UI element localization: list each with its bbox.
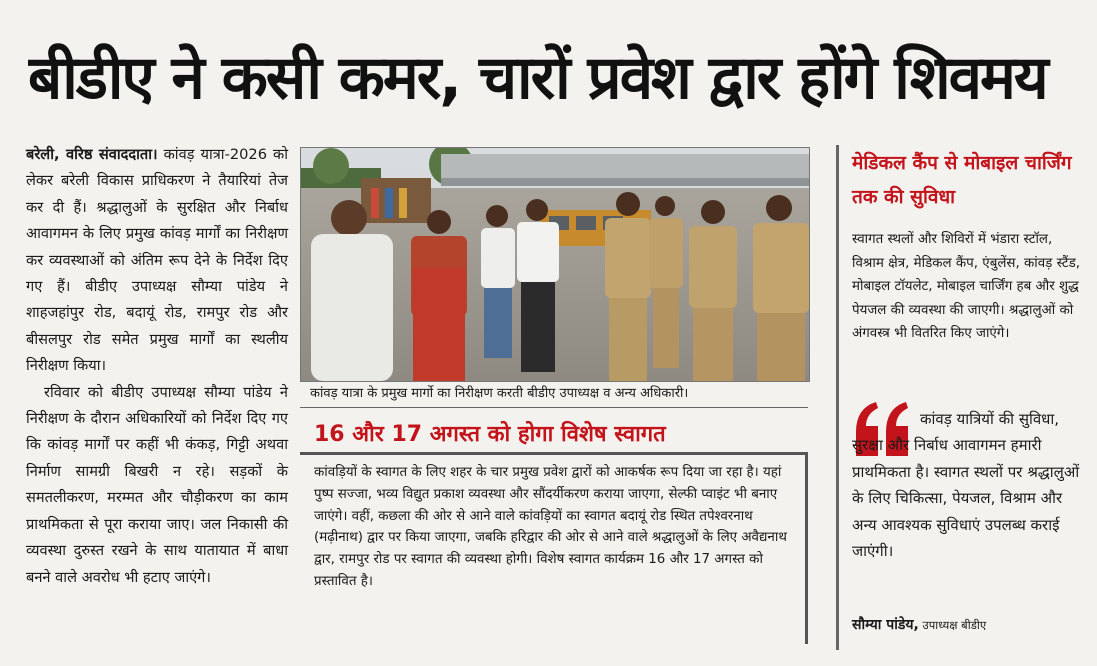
quote-text: कांवड़ यात्रियों की सुविधा, सुरक्षा और निर्बाध आवागमन हमारी प्राथमिकता है। स्वागत स्थलों पर श्रद्धालुओं के लिए चिकित्सा, पेयजल, विश्राम और अन्य आवश्यक सुविधाएं उपलब्ध कराई जाएंगी। <box>852 410 1080 561</box>
attribution-name: सौम्या पांडेय, <box>852 617 919 633</box>
main-story-column <box>26 142 288 591</box>
photo-illustration <box>301 148 809 381</box>
main-story-para2: रविवार को बीडीए उपाध्यक्ष सौम्या पांडेय ने निरीक्षण के दौरान अधिकारियों को निर्देश दिए गए कि कांवड़ मार्गों पर कहीं भी कंकड़, गिट्टी अथवा निर्माण सामग्री बिखरी न रहे। सड़कों के समतलीकरण, मरम्मत और चौड़ीकरण का काम प्राथमिकता से पूरा कराया जाए। जल निकासी की व्यवस्था दुरुस्त रखने के साथ यातायात में बाधा बनने वाले अवरोध भी हटाए जाएंगे। <box>26 383 288 586</box>
headline: बीडीए ने कसी कमर, चारों प्रवेश द्वार होंगे शिवमय <box>28 43 1047 113</box>
quote-attribution <box>852 612 1092 638</box>
column-divider <box>836 145 839 650</box>
news-photo <box>300 147 810 382</box>
photo-caption: कांवड़ यात्रा के प्रमुख मार्गो का निरीक्षण करती बीडीए उपाध्यक्ष व अन्य अधिकारी। <box>300 380 808 408</box>
sidebar-heading: मेडिकल कैंप से मोबाइल चार्जिंग तक की सुविधा <box>852 152 1072 208</box>
dateline: बरेली, वरिष्ठ संवाददाता। <box>26 146 158 163</box>
para1-text: कांवड़ यात्रा-2026 को लेकर बरेली विकास प्राधिकरण ने तैयारियां तेज कर दी हैं। श्रद्धालुओं के सुरक्षित और निर्बाध आवागमन के लिए प्रमुख कांवड़ मार्गों का निरीक्षण कर व्यवस्थाओं को अंतिम रूप देने के निर्देश दिए गए हैं। बीडीए उपाध्यक्ष सौम्या पांडेय ने शाहजहांपुर रोड, बदायूं रोड, रामपुर रोड और बीसलपुर रोड समेत प्रमुख मार्गों का स्थलीय निरीक्षण किया। <box>26 146 288 375</box>
attribution-title: उपाध्यक्ष बीडीए <box>918 618 987 632</box>
main-story-para1 <box>26 142 288 380</box>
quote-block <box>852 406 1084 564</box>
sidebar-body: स्वागत स्थलों और शिविरों में भंडारा स्टॉल, विश्राम क्षेत्र, मेडिकल कैंप, एंबुलेंस, कांवड़ स्टैंड, मोबाइल टॉयलेट, मोबाइल चार्जिंग हब और शुद्ध पेयजल की व्यवस्था की जाएगी। श्रद्धालुओं को अंगवस्त्र भी वितरित किए जाएंगे। <box>852 232 1080 342</box>
subsection-body: कांवड़ियों के स्वागत के लिए शहर के चार प्रमुख प्रवेश द्वारों को आकर्षक रूप दिया जा रहा है। यहां पुष्प सज्जा, भव्य विद्युत प्रकाश व्यवस्था और सौंदर्यीकरण कराया जाएगा, सेल्फी प्वाइंट भी बनाए जाएंगे। वहीं, कछला की ओर से आने वाले कांवड़ियों का स्वागत बदायूं रोड स्थित तपेश्वरनाथ (मढ़ीनाथ) द्वार पर किया जाएगा, जबकि हरिद्वार की ओर से आने वाले श्रद्धालुओं के लिए अवैद्यनाथ द्वार, रामपुर रोड पर स्वागत की व्यवस्था होगी। विशेष स्वागत कार्यक्रम 16 और 17 अगस्त को प्रस्तावित है। <box>314 465 787 589</box>
subsection-heading: 16 और 17 अगस्त को होगा विशेष स्वागत <box>314 422 666 447</box>
